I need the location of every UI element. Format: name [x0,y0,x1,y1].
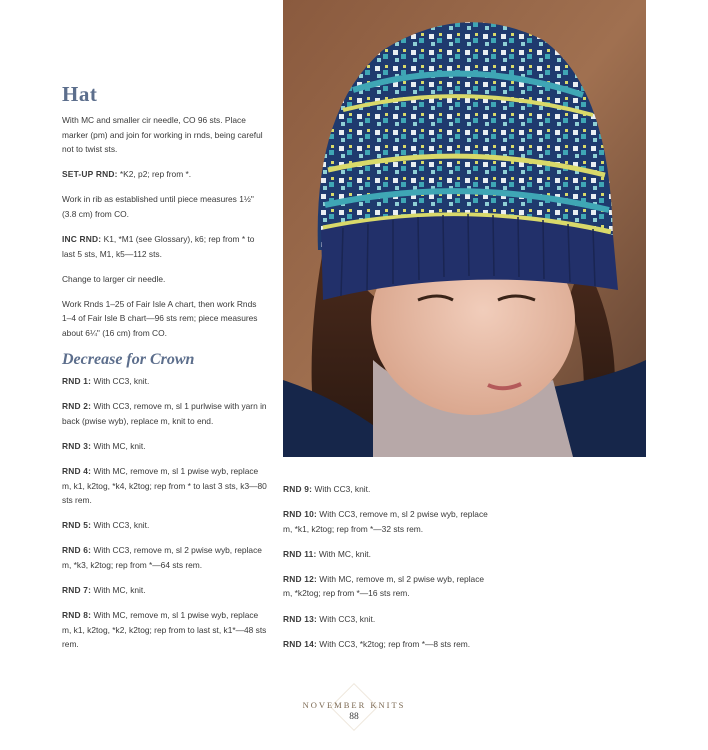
round-text: With CC3, *k2tog; rep from *—8 sts rem. [316,638,471,649]
left-column [62,82,267,662]
round-label: RND 11: [283,548,317,559]
round-instruction [62,374,267,389]
round-instruction [62,518,267,533]
round-instruction [62,583,267,598]
right-column [283,482,488,662]
round-text: With CC3, remove m, sl 2 pwise wyb, replace m, *k1, k2tog; rep from *—32 sts rem. [283,509,488,534]
round-text: With MC, remove m, sl 1 pwise wyb, replace m, k1, k2tog, *k4, k2tog; rep from * to last 3 sts, k3—80 sts rem. [62,466,267,506]
round-instruction [283,547,488,562]
round-instruction [283,637,488,652]
round-label: RND 14: [283,638,317,649]
round-text: *K2, p2; rep from *. [117,169,192,180]
round-text: With CC3, remove m, sl 2 pwise wyb, replace m, *k3, k2tog; rep from *—64 sts rem. [62,545,262,570]
round-text: With MC, remove m, sl 1 pwise wyb, replace m, k1, k2tog, *k2, k2tog; rep from to last st, k1*—48 sts rem. [62,610,267,650]
round-text: With MC, remove m, sl 2 pwise wyb, replace m, *k2tog; rep from *—16 sts rem. [283,573,485,599]
round-instruction [62,543,267,572]
round-label: RND 5: [62,520,92,531]
hat-photo [283,0,646,457]
round-text: With CC3, knit. [91,520,150,531]
round-text: With CC3, knit. [91,376,150,387]
round-instruction [283,507,488,536]
round-label: RND 3: [62,440,92,451]
setup-round-paragraph [62,167,267,182]
needle-change-paragraph: Change to larger cir needle. [62,273,166,284]
round-text: With MC, knit. [91,440,146,451]
round-text: With CC3, knit. [316,613,376,624]
round-label: RND 4: [62,466,92,476]
book-title: NOVEMBER KNITS [302,700,406,710]
round-label: RND 9: [283,484,313,494]
page-footer [0,700,708,722]
round-label: RND 2: [62,401,92,412]
section-subhead: Decrease for Crown [62,351,195,369]
round-instruction [62,608,267,652]
round-label: RND 7: [62,585,92,596]
round-label: SET-UP RND: [62,169,118,180]
page-number: 88 [349,712,359,722]
round-instruction [62,464,267,508]
rib-paragraph: Work in rib as established until piece measures 1½" (3.8 cm) from CO. [62,194,254,219]
round-text: K1, *M1 (see Glossary), k6; rep from * to last 5 sts, M1, k5—112 sts. [62,234,255,259]
round-instruction [62,399,267,428]
chart-paragraph: Work Rnds 1–25 of Fair Isle A chart, then work Rnds 1–4 of Fair Isle B chart—96 sts rem; piece measures about 6¼" (16 cm) from CO. [62,298,258,339]
round-label: RND 8: [62,610,92,621]
round-text: With MC, knit. [91,585,146,596]
round-text: With CC3, remove m, sl 1 purlwise with yarn in back (pwise wyb), replace m, knit to end. [62,401,267,426]
round-label: RND 12: [283,573,317,584]
round-instruction [283,572,488,601]
round-text: With CC3, knit. [312,484,371,494]
round-label: RND 10: [283,509,317,520]
round-label: RND 1: [62,376,92,387]
round-label: RND 6: [62,545,92,556]
round-instruction [283,482,488,497]
round-label: INC RND: [62,234,102,245]
cast-on-paragraph: With MC and smaller cir needle, CO 96 sts. Place marker (pm) and join for working in rnds, being careful not to twist sts. [62,115,263,155]
round-instruction [283,612,488,627]
round-instruction [62,439,267,454]
pattern-title: Hat [62,82,98,106]
round-label: RND 13: [283,613,317,624]
round-text: With MC, knit. [316,548,371,559]
increase-round-paragraph [62,232,267,261]
